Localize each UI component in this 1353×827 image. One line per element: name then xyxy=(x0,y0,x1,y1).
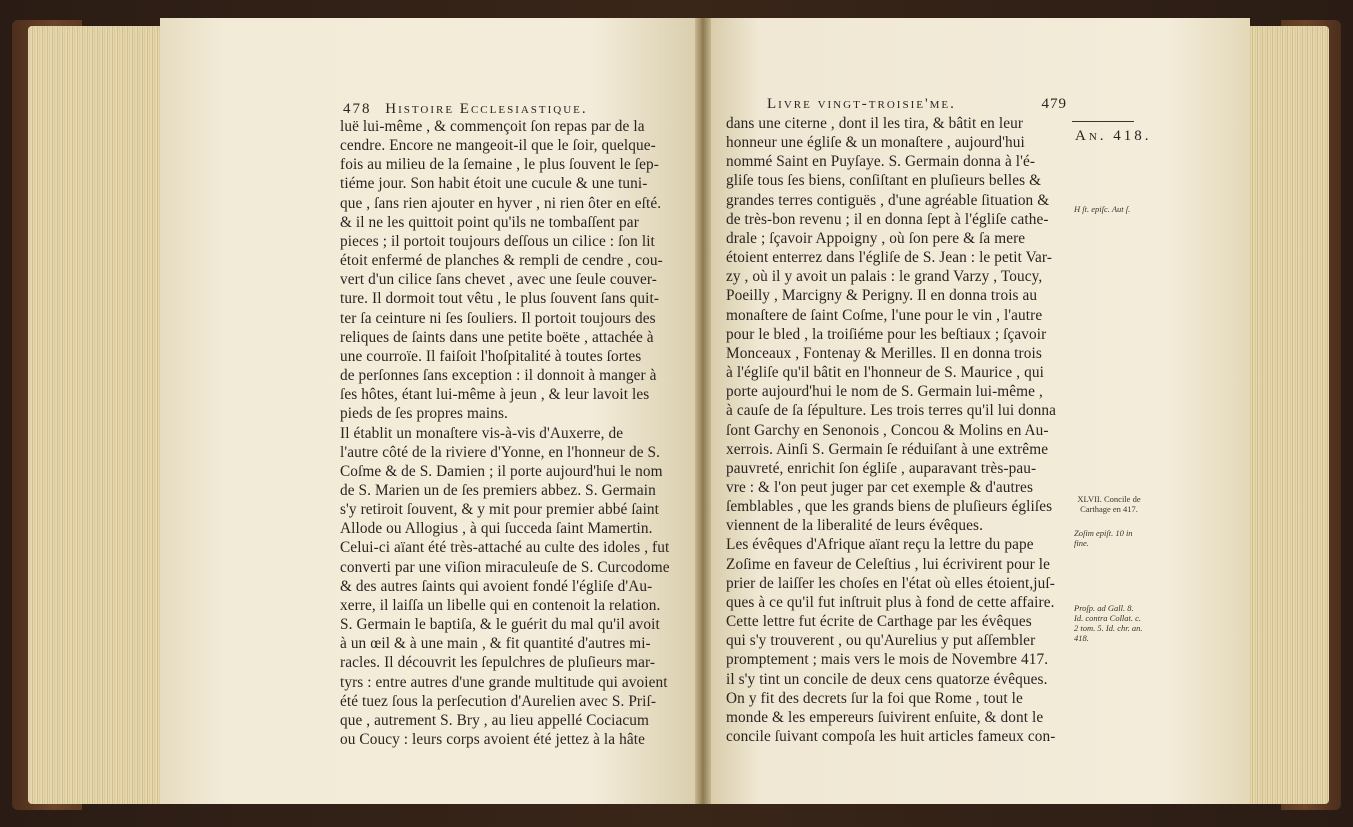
text-line: de très-bon revenu ; il en donna ſept à l'égliſe cathe- xyxy=(726,210,1049,228)
text-line: promptement ; mais vers le mois de Novembre 417. xyxy=(726,651,1049,669)
text-line: honneur une égliſe & un monaſtere , aujourd'hui xyxy=(726,134,1025,152)
text-line: drale ; ſçavoir Appoigny , où ſon pere & ſa mere xyxy=(726,229,1026,247)
text-line: dans une citerne , dont il les tira, & bâtit en leur xyxy=(726,115,1024,132)
text-line: ſemblables , que les grands biens de pluſieurs égliſes xyxy=(726,498,1053,516)
text-line: fois au milieu de la ſemaine , le plus ſouvent le ſep- xyxy=(340,156,659,174)
text-line: Coſme & de S. Damien ; il porte aujourd'hui le nom xyxy=(340,462,663,480)
text-line: racles. Il découvrit les ſepulchres de pluſieurs mar- xyxy=(340,654,656,672)
text-line: On y fit des decrets ſur la foi que Rome , tout le xyxy=(726,689,1023,707)
text-line: S. Germain le baptiſa, & le guérit du mal qu'il avoit xyxy=(340,616,660,634)
text-line: & il ne les quittoit point qu'ils ne tombaſſent par xyxy=(340,213,639,231)
text-line: à un œil & à une main , & fit quantité d'autres mi- xyxy=(340,635,651,653)
text-line: Il établit un monaſtere vis-à-vis d'Auxerre, de xyxy=(340,424,624,442)
text-line: pauvreté, enrichit ſon égliſe , auparavant très-pau- xyxy=(726,459,1037,477)
text-line: de perſonnes ſans exception : il donnoit à manger à xyxy=(340,367,657,385)
text-line: qui s'y trouverent , ou qu'Aurelius y put aſſembler xyxy=(726,632,1036,650)
text-line: xerre, il laiſſa un libelle qui en contenoit la relation. xyxy=(340,596,661,614)
text-line: tyrs : entre autres d'une grande multitude qui avoient xyxy=(340,673,668,691)
text-line: étoient enterrez dans l'égliſe de S. Jean : le petit Var- xyxy=(726,249,1053,267)
right-page-number: 479 xyxy=(1041,96,1067,112)
text-line: pour le bled , la troiſiéme pour les beſtiaux ; ſçavoir xyxy=(726,325,1047,343)
right-page-text xyxy=(726,114,1062,746)
margin-note-section: XLVII. Concile de Carthage en 417. xyxy=(1077,494,1141,514)
text-line: ter ſa ceinture ni ſes ſouliers. Il portoit toujours des xyxy=(340,309,656,327)
book-gutter xyxy=(695,18,711,804)
left-running-title: Histoire Ecclesiastique. xyxy=(385,101,588,117)
text-line: s'y retiroit ſouvent, & y mit pour premier abbé ſaint xyxy=(340,501,660,519)
text-line: pieces ; il portoit toujours deſſous un cilice : ſon lit xyxy=(340,232,655,250)
page-edges-left xyxy=(28,26,168,804)
text-line: & des autres ſaints qui avoient fondé l'égliſe d'Au- xyxy=(340,577,653,595)
text-line: à l'égliſe qu'il bâtit en l'honneur de S. Maurice , qui xyxy=(726,364,1044,382)
text-line: viennent de la liberalité de leurs évêques. xyxy=(726,517,984,535)
text-line: monaſtere de ſaint Coſme, l'une pour le vin , l'autre xyxy=(726,306,1043,324)
left-running-head xyxy=(343,101,673,118)
text-line: concile ſuivant compoſa les huit articles fameux con- xyxy=(726,728,1056,745)
left-page-text xyxy=(340,117,685,749)
text-line: monde & les empereurs ſuivirent enſuite, & dont le xyxy=(726,708,1044,726)
text-line: luë lui-même , & commençoit ſon repas par de la xyxy=(340,118,645,135)
text-line: converti par une viſion miraculeuſe de S. Curcodome xyxy=(340,558,670,576)
text-line: Les évêques d'Afrique aïant reçu la lettre du pape xyxy=(726,536,1034,554)
text-line: pieds de ſes propres mains. xyxy=(340,405,508,423)
text-line: que , ſans rien ajouter en hyver , ni rien ôter en eſté. xyxy=(340,194,662,212)
text-line: vre : & l'on peut juger par cet exemple & d'autres xyxy=(726,478,1033,496)
text-line: reliques de ſaints dans une petite boëte , attachée à xyxy=(340,328,654,346)
text-line: xerrois. Ainſi S. Germain ſe réduiſant à une extrême xyxy=(726,440,1049,458)
text-line: vert d'un cilice ſans chevet , avec une ſeule couver- xyxy=(340,271,657,289)
left-page-number: 478 xyxy=(343,101,372,117)
year-marker: An. 418. xyxy=(1075,128,1152,144)
text-line: prier de laiſſer les choſes en l'état où elles étoient,juſ- xyxy=(726,574,1055,592)
text-line: été tuez ſous la perſecution d'Aurelien avec S. Priſ- xyxy=(340,692,657,710)
text-line: grandes terres contiguës , d'une agréable ſituation & xyxy=(726,191,1050,209)
text-line: Zoſime en faveur de Celeſtius , lui écrivirent pour le xyxy=(726,555,1050,573)
text-line: de S. Marien un de ſes premiers abbez. S. Germain xyxy=(340,481,656,499)
text-line: il s'y tint un concile de deux cens quatorze évêques. xyxy=(726,670,1048,688)
text-line: zy , où il y avoit un palais : le grand Varzy , Toucy, xyxy=(726,268,1043,286)
text-line: gliſe tous ſes biens, conſiſtant en pluſieurs belles & xyxy=(726,172,1042,190)
margin-note-source-1: H ſt. epiſc. Aut ſ. xyxy=(1074,204,1131,214)
text-line: Poeilly , Marcigny & Perigny. Il en donna trois au xyxy=(726,287,1038,305)
text-line: ou Coucy : leurs corps avoient été jettez à la hâte xyxy=(340,731,645,748)
text-line: une courroïe. Il faiſoit l'hoſpitalité à toutes ſortes xyxy=(340,347,642,365)
text-line: Celui-ci aïant été très-attaché au culte des idoles , fut xyxy=(340,539,670,557)
text-line: Monceaux , Fontenay & Merilles. Il en donna trois xyxy=(726,344,1042,362)
margin-note-source-3: Proſp. ad Gall. 8. Id. contra Collat. c. 2 tom. 5. Id. chr. an. 418. xyxy=(1074,603,1143,643)
text-line: que , autrement S. Bry , au lieu appellé Cociacum xyxy=(340,711,650,729)
text-line: tiéme jour. Son habit étoit une cucule & une tuni- xyxy=(340,175,648,193)
text-line: ſes hôtes, étant lui-même à jeun , & leur lavoit les xyxy=(340,386,650,404)
margin-note-source-2: Zoſim epiſt. 10 in fine. xyxy=(1074,528,1133,548)
text-line: nommé Saint en Puyſaye. S. Germain donna à l'é- xyxy=(726,153,1036,171)
text-line: porte aujourd'hui le nom de S. Germain lui-même , xyxy=(726,383,1043,401)
text-line: Allode ou Allogius , à qui ſucceda ſaint Mamertin. xyxy=(340,520,653,538)
text-line: Cette lettre fut écrite de Carthage par les évêques xyxy=(726,613,1032,631)
text-line: ſont Garchy en Senonois , Concou & Molins en Au- xyxy=(726,421,1049,439)
text-line: étoit enfermé de planches & rempli de cendre , cou- xyxy=(340,252,663,270)
right-running-head xyxy=(767,96,1067,113)
text-line: à cauſe de ſa ſépulture. Les trois terres qu'il lui donna xyxy=(726,402,1057,420)
text-line: ques à ce qu'il fut inſtruit plus à fond de cette affaire. xyxy=(726,593,1055,611)
year-rule xyxy=(1072,121,1134,122)
text-line: cendre. Encore ne mangeoit-il que le ſoir, quelque- xyxy=(340,137,656,155)
text-line: l'autre côté de la riviere d'Yonne, en l'honneur de S. xyxy=(340,443,661,461)
text-line: ture. Il dormoit tout vêtu , le plus ſouvent ſans quit- xyxy=(340,290,660,308)
right-running-title: Livre vingt-troisie'me. xyxy=(767,96,956,112)
